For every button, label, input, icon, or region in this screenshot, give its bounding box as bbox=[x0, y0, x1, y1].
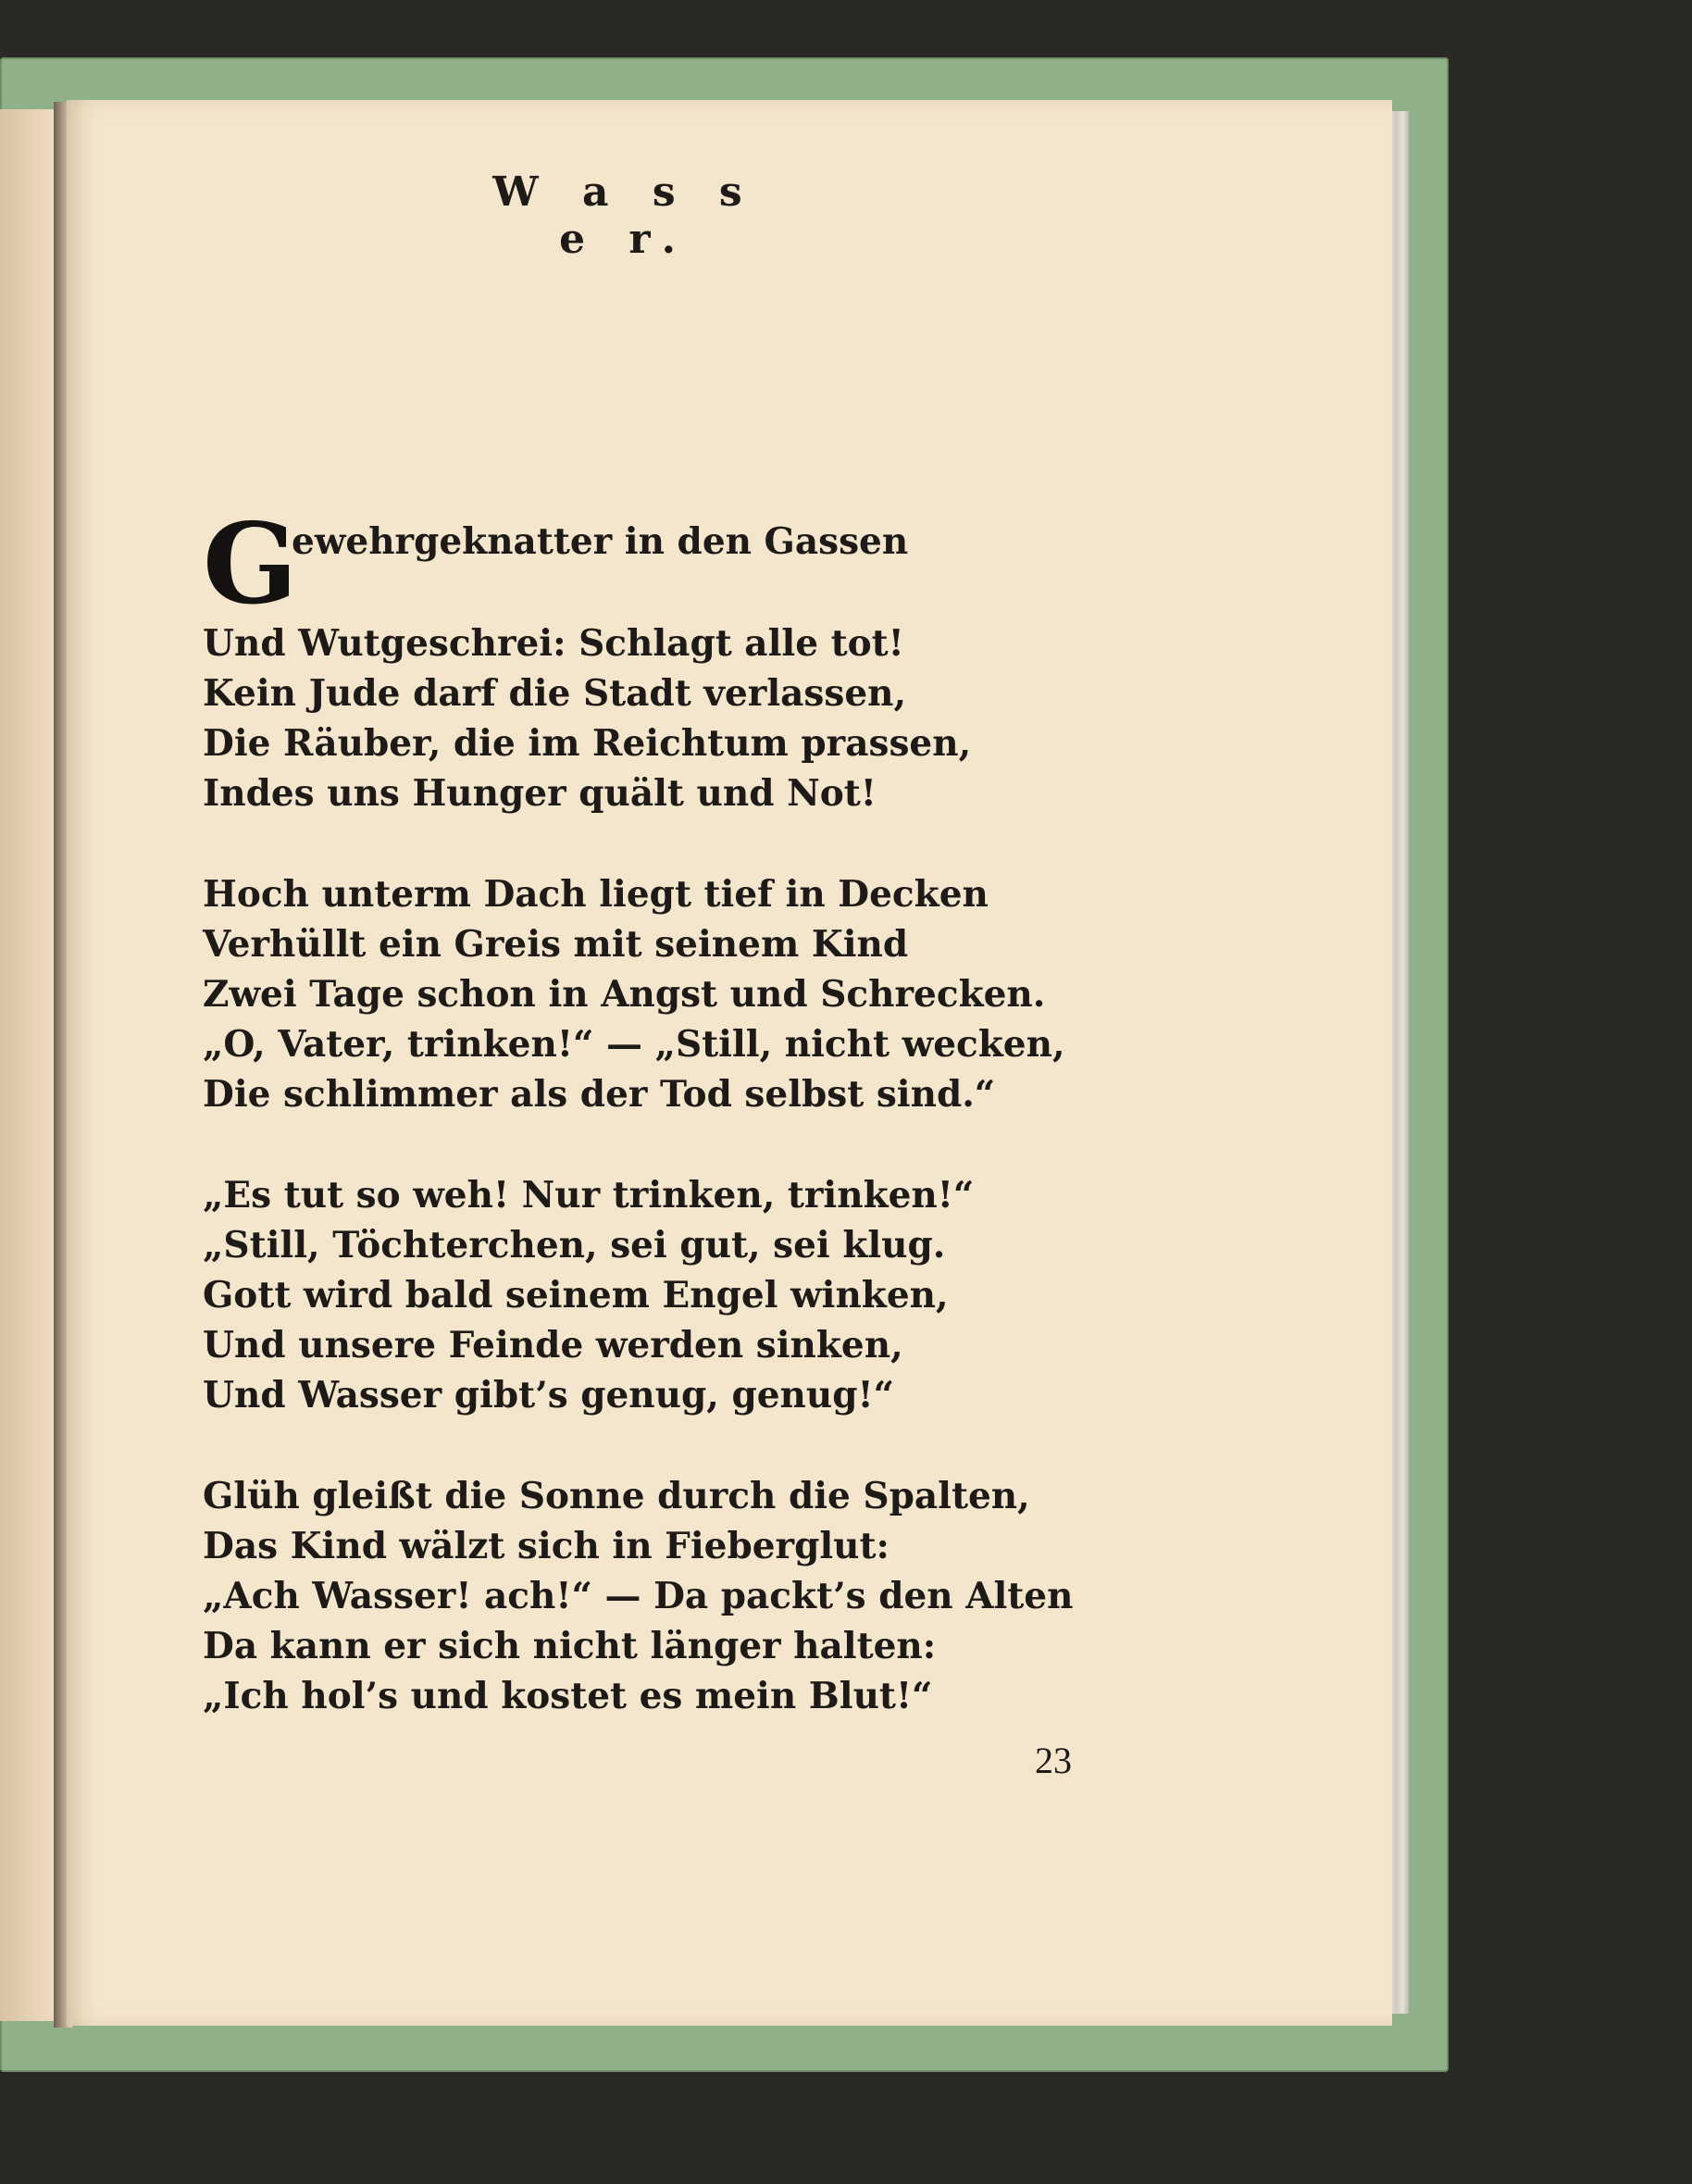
poem-line: Zwei Tage schon in Angst und Schrecken. bbox=[203, 973, 1046, 1016]
poem-line: „Ich hol’s und kostet es mein Blut!“ bbox=[203, 1675, 933, 1717]
poem-title: W a s s e r. bbox=[492, 168, 757, 263]
drop-cap: G bbox=[203, 499, 298, 630]
poem-line: Und Wutgeschrei: Schlagt alle tot! bbox=[203, 622, 904, 665]
poem-line: Gott wird bald seinem Engel winken, bbox=[203, 1274, 949, 1317]
poem-line: „O, Vater, trinken!“ — „Still, nicht wecken, bbox=[203, 1023, 1065, 1066]
poem-line: ewehrgeknatter in den Gassen bbox=[292, 520, 909, 563]
poem-line: Und unsere Feinde werden sinken, bbox=[203, 1324, 903, 1367]
poem-line: Kein Jude darf die Stadt verlassen, bbox=[203, 672, 907, 715]
poem-line: Das Kind wälzt sich in Fieberglut: bbox=[203, 1525, 890, 1567]
poem-line: Die Räuber, die im Reichtum prassen, bbox=[203, 722, 972, 765]
page-number: 23 bbox=[1035, 1740, 1072, 1781]
stanza-4 bbox=[203, 1471, 1128, 1721]
poem-line: Verhüllt ein Greis mit seinem Kind bbox=[203, 923, 909, 966]
stanza-3 bbox=[203, 1170, 1128, 1420]
poem-line: Und Wasser gibt’s genug, genug!“ bbox=[203, 1374, 895, 1416]
poem-body bbox=[203, 499, 1128, 1772]
poem-line: „Ach Wasser! ach!“ — Da packt’s den Alten bbox=[203, 1575, 1074, 1617]
poem-line: Hoch unterm Dach liegt tief in Decken bbox=[203, 873, 989, 916]
stanza-2 bbox=[203, 869, 1128, 1119]
left-page-edge bbox=[0, 109, 54, 2021]
poem-line: „Es tut so weh! Nur trinken, trinken!“ bbox=[203, 1174, 975, 1217]
poem-line: Glüh gleißt die Sonne durch die Spalten, bbox=[203, 1475, 1030, 1517]
poem-line: Die schlimmer als der Tod selbst sind.“ bbox=[203, 1073, 996, 1116]
poem-line: Indes uns Hunger quält und Not! bbox=[203, 772, 877, 815]
poem-line: Da kann er sich nicht länger halten: bbox=[203, 1625, 937, 1667]
stanza-1 bbox=[203, 499, 1128, 818]
poem-line: „Still, Töchterchen, sei gut, sei klug. bbox=[203, 1224, 946, 1267]
